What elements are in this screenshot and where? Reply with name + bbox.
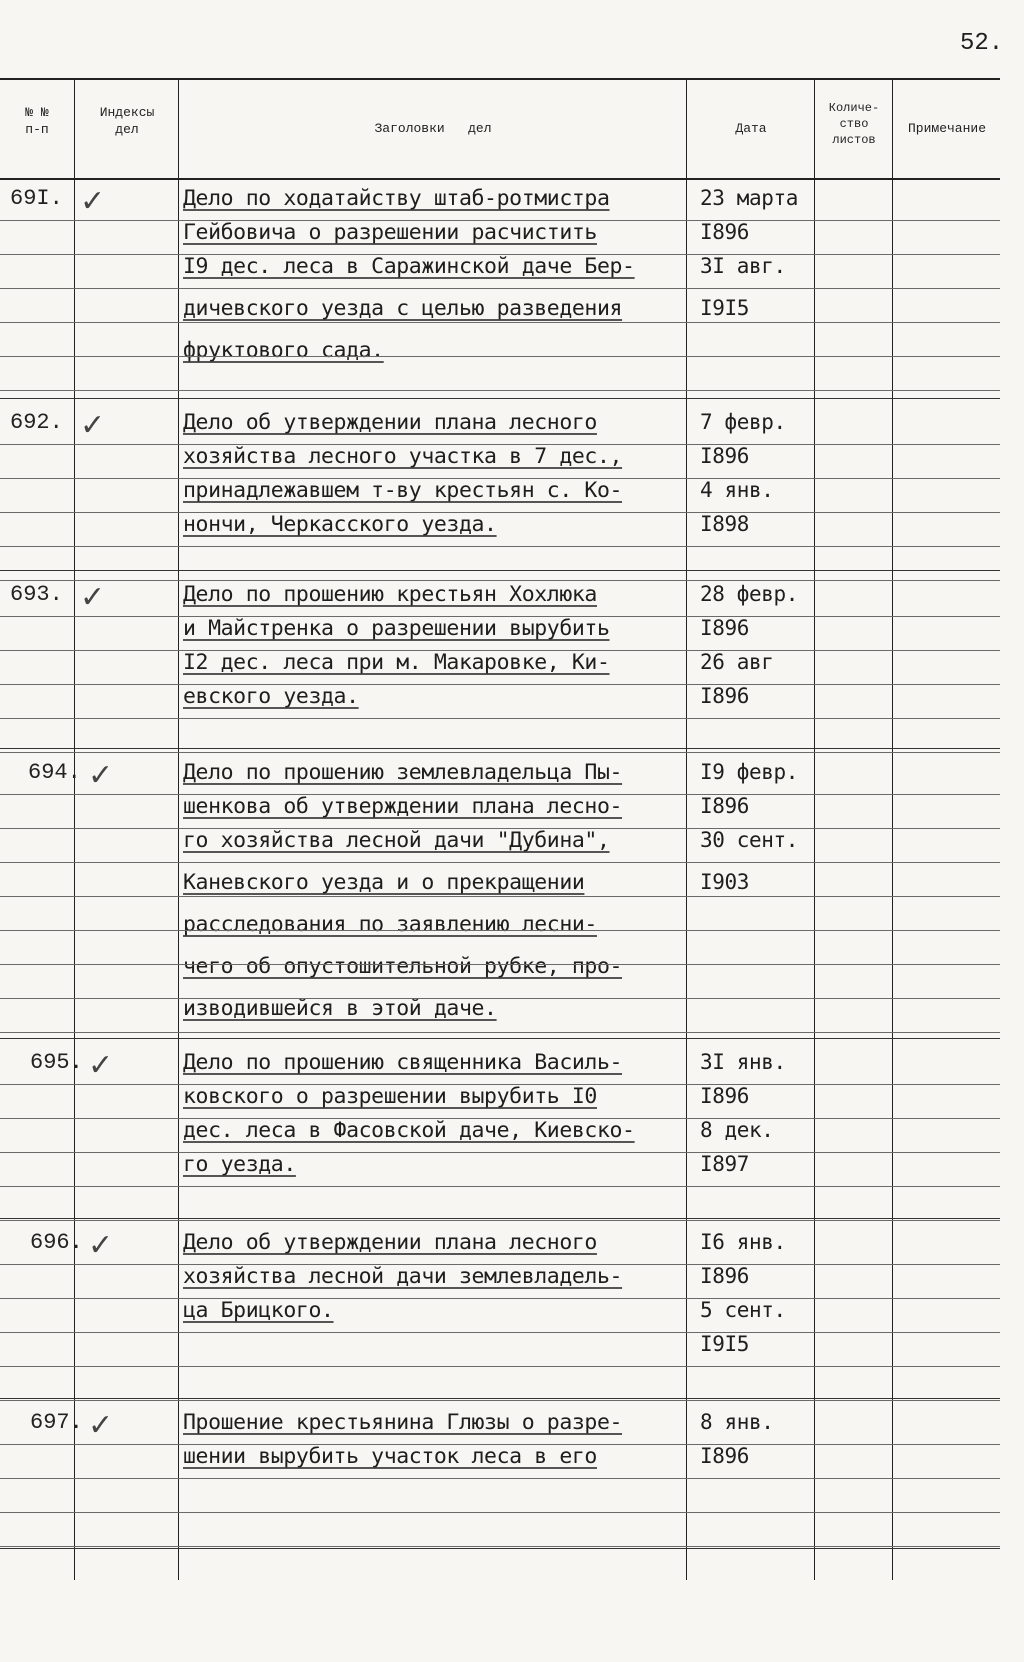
entry-title-line: го хозяйства лесной дачи "Дубина", xyxy=(183,828,610,853)
entry-number: 694. xyxy=(28,760,81,785)
entry-title-line: хозяйства лесной дачи землевладель- xyxy=(183,1264,623,1289)
ruled-line xyxy=(0,616,1000,617)
entry-number: 696. xyxy=(30,1230,83,1255)
entry-number: 693. xyxy=(10,582,63,607)
entry-title-line: Дело по прошению крестьян Хохлюка xyxy=(183,582,597,607)
ruled-line xyxy=(0,862,1000,863)
ruled-line xyxy=(0,512,1000,513)
ruled-line xyxy=(0,478,1000,479)
header-num: № № п-п xyxy=(25,105,49,137)
entry-title-line: изводившейся в этой даче. xyxy=(183,996,497,1021)
entry-title-line: I2 дес. леса при м. Макаровке, Ки- xyxy=(183,650,610,675)
ruled-line xyxy=(0,1220,1000,1221)
ruled-line xyxy=(0,650,1000,651)
entry-date-line: I898 xyxy=(700,512,749,536)
ruled-line xyxy=(0,254,1000,255)
ruled-line xyxy=(0,718,1000,719)
header-titles: Заголовки дел xyxy=(374,121,492,136)
entry-title-line: шенкова об утверждении плана лесно- xyxy=(183,794,623,819)
ruled-line xyxy=(0,356,1000,357)
checkmark-icon: ✓ xyxy=(88,1228,114,1263)
checkmark-icon: ✓ xyxy=(80,580,106,615)
entry-date-line: I896 xyxy=(700,684,749,708)
entry-title-line: Дело об утверждении плана лесного xyxy=(183,1230,597,1255)
entry-number: 692. xyxy=(10,410,63,435)
ruled-line xyxy=(0,1332,1000,1333)
entry-date-line: I896 xyxy=(700,220,749,244)
entry-number: 69I. xyxy=(10,186,63,211)
entry-date-line: I896 xyxy=(700,1264,749,1288)
ruled-line xyxy=(0,1512,1000,1513)
entry-title-line: Дело по прошению землевладельца Пы- xyxy=(183,760,623,785)
col-divider-1 xyxy=(74,80,75,1580)
header-bottom-rule xyxy=(0,178,1000,180)
entry-date-line: I903 xyxy=(700,870,749,894)
entry-title-line: го уезда. xyxy=(183,1152,296,1177)
ruled-line xyxy=(0,1084,1000,1085)
section-rule xyxy=(0,1398,1000,1399)
ruled-line xyxy=(0,684,1000,685)
entry-date-line: 23 марта xyxy=(700,186,798,210)
ruled-line xyxy=(0,288,1000,289)
entry-title-line: Дело по прошению священника Василь- xyxy=(183,1050,623,1075)
ruled-line xyxy=(0,322,1000,323)
entry-date-line: 8 янв. xyxy=(700,1410,774,1434)
entry-title-line: дес. леса в Фасовской даче, Киевско- xyxy=(183,1118,635,1143)
entry-title-line: фруктового сада. xyxy=(183,338,384,363)
header-top-rule xyxy=(0,78,1000,80)
entry-title-line: расследования по заявлению лесни- xyxy=(183,912,597,937)
section-rule xyxy=(0,748,1000,749)
ruled-line xyxy=(0,1546,1000,1547)
col-divider-2 xyxy=(178,80,179,1580)
col-divider-3 xyxy=(686,80,687,1580)
ruled-line xyxy=(0,998,1000,999)
section-rule xyxy=(0,1218,1000,1219)
ruled-line xyxy=(0,794,1000,795)
entry-date-line: I9I5 xyxy=(700,296,749,320)
page-number: 52. xyxy=(960,30,1004,57)
entry-title-line: Прошение крестьянина Глюзы о разре- xyxy=(183,1410,623,1435)
ruled-line xyxy=(0,1366,1000,1367)
entry-date-line: 5 сент. xyxy=(700,1298,786,1322)
entry-title-line: и Майстренка о разрешении вырубить xyxy=(183,616,610,641)
ruled-line xyxy=(0,1298,1000,1299)
ruled-line xyxy=(0,1478,1000,1479)
section-rule xyxy=(0,1548,1000,1549)
ruled-line xyxy=(0,930,1000,931)
entry-date-line: I6 янв. xyxy=(700,1230,786,1254)
ruled-line xyxy=(0,1400,1000,1401)
entry-date-line: I897 xyxy=(700,1152,749,1176)
checkmark-icon: ✓ xyxy=(80,184,106,219)
entry-title-line: ца Брицкого. xyxy=(183,1298,334,1323)
entry-date-line: 4 янв. xyxy=(700,478,774,502)
entry-title-line: дичевского уезда с целью разведения xyxy=(183,296,623,321)
ruled-line xyxy=(0,1118,1000,1119)
checkmark-icon: ✓ xyxy=(88,758,114,793)
entry-title-line: шении вырубить участок леса в его xyxy=(183,1444,597,1469)
section-rule xyxy=(0,398,1000,399)
header-indices: Индексы дел xyxy=(99,105,155,137)
ruled-line xyxy=(0,1186,1000,1187)
entry-date-line: 26 авг xyxy=(700,650,774,674)
ruled-line xyxy=(0,1152,1000,1153)
entry-date-line: I9 февр. xyxy=(700,760,798,784)
entry-date-line: I896 xyxy=(700,616,749,640)
entry-title-line: хозяйства лесного участка в 7 дес., xyxy=(183,444,623,469)
checkmark-icon: ✓ xyxy=(88,1408,114,1443)
entry-date-line: I896 xyxy=(700,444,749,468)
entry-title-line: Каневского уезда и о прекращении xyxy=(183,870,585,895)
entry-title-line: принадлежавшем т-ву крестьян с. Ко- xyxy=(183,478,623,503)
ruled-line xyxy=(0,1264,1000,1265)
entry-title-line: евского уезда. xyxy=(183,684,359,709)
entry-title-line: чего об опустошительной рубке, про- xyxy=(183,954,623,979)
ruled-line xyxy=(0,752,1000,753)
entry-title-line: I9 дес. леса в Саражинской даче Бер- xyxy=(183,254,635,279)
entry-date-line: I896 xyxy=(700,1084,749,1108)
entry-title-line: Дело по ходатайству штаб-ротмистра xyxy=(183,186,610,211)
ruled-line xyxy=(0,220,1000,221)
entry-date-line: I896 xyxy=(700,794,749,818)
section-rule xyxy=(0,570,1000,571)
entry-date-line: 8 дек. xyxy=(700,1118,774,1142)
ruled-line xyxy=(0,390,1000,391)
entry-title-line: Дело об утверждении плана лесного xyxy=(183,410,597,435)
header-count: Количе- ство листов xyxy=(828,101,880,147)
header-date: Дата xyxy=(735,121,767,136)
checkmark-icon: ✓ xyxy=(80,408,106,443)
entry-date-line: 7 февр. xyxy=(700,410,786,434)
entry-number: 695. xyxy=(30,1050,83,1075)
entry-title-line: Гейбовича о разрешении расчистить xyxy=(183,220,597,245)
entry-date-line: 3I янв. xyxy=(700,1050,786,1074)
ruled-line xyxy=(0,828,1000,829)
ruled-line xyxy=(0,964,1000,965)
entry-number: 697. xyxy=(30,1410,83,1435)
entry-date-line: I9I5 xyxy=(700,1332,749,1356)
entry-date-line: I896 xyxy=(700,1444,749,1468)
entry-title-line: ковского о разрешении вырубить I0 xyxy=(183,1084,597,1109)
ruled-line xyxy=(0,546,1000,547)
entry-title-line: нончи, Черкасского уезда. xyxy=(183,512,497,537)
section-rule xyxy=(0,1038,1000,1039)
entry-date-line: 30 сент. xyxy=(700,828,798,852)
ruled-line xyxy=(0,444,1000,445)
entry-date-line: 3I авг. xyxy=(700,254,786,278)
ruled-line xyxy=(0,896,1000,897)
ruled-line xyxy=(0,1032,1000,1033)
checkmark-icon: ✓ xyxy=(88,1048,114,1083)
ruled-line xyxy=(0,1444,1000,1445)
entry-date-line: 28 февр. xyxy=(700,582,798,606)
col-divider-4 xyxy=(814,80,815,1580)
col-divider-5 xyxy=(892,80,893,1580)
ruled-line xyxy=(0,580,1000,581)
header-notes: Примечание xyxy=(907,121,986,136)
